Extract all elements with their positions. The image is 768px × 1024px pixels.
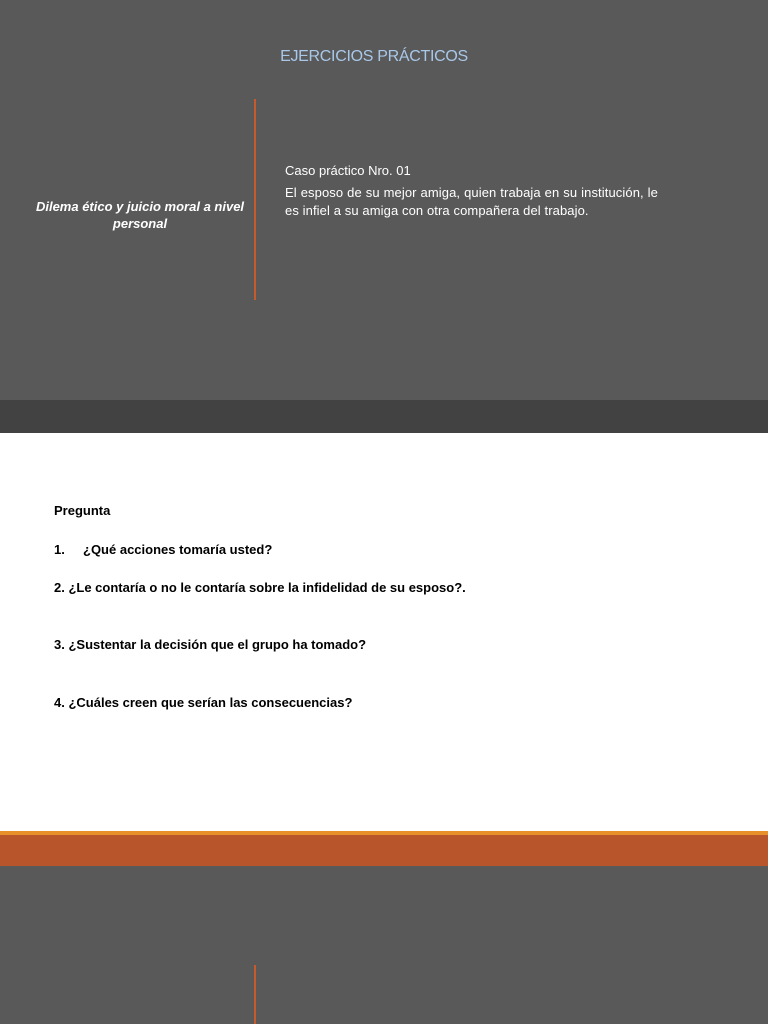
accent-band [0, 835, 768, 866]
topic-label: Dilema ético y juicio moral a nivel personal [35, 199, 245, 231]
question-item: 4. ¿Cuáles creen que serían las consecuencias? [54, 695, 353, 710]
case-heading: Caso práctico Nro. 01 [285, 163, 411, 178]
slide-questions [0, 433, 768, 831]
slide-footer-band [0, 400, 768, 433]
vertical-divider [254, 965, 256, 1024]
slide-next [0, 866, 768, 1024]
question-text: ¿Qué acciones tomaría usted? [83, 542, 273, 557]
question-number: 1. [54, 542, 65, 557]
case-block [285, 162, 658, 220]
question-item: 2. ¿Le contaría o no le contaría sobre la infidelidad de su esposo?. [54, 580, 466, 595]
questions-header: Pregunta [54, 503, 111, 518]
slide-case-study [0, 0, 768, 400]
question-item [54, 542, 272, 557]
question-item: 3. ¿Sustentar la decisión que el grupo ha tomado? [54, 637, 367, 652]
vertical-divider [254, 99, 256, 300]
slide-title: EJERCICIOS PRÁCTICOS [280, 48, 468, 65]
case-text: El esposo de su mejor amiga, quien trabaja en su institución, le es infiel a su amiga con otra compañera del trabajo. [285, 185, 658, 218]
